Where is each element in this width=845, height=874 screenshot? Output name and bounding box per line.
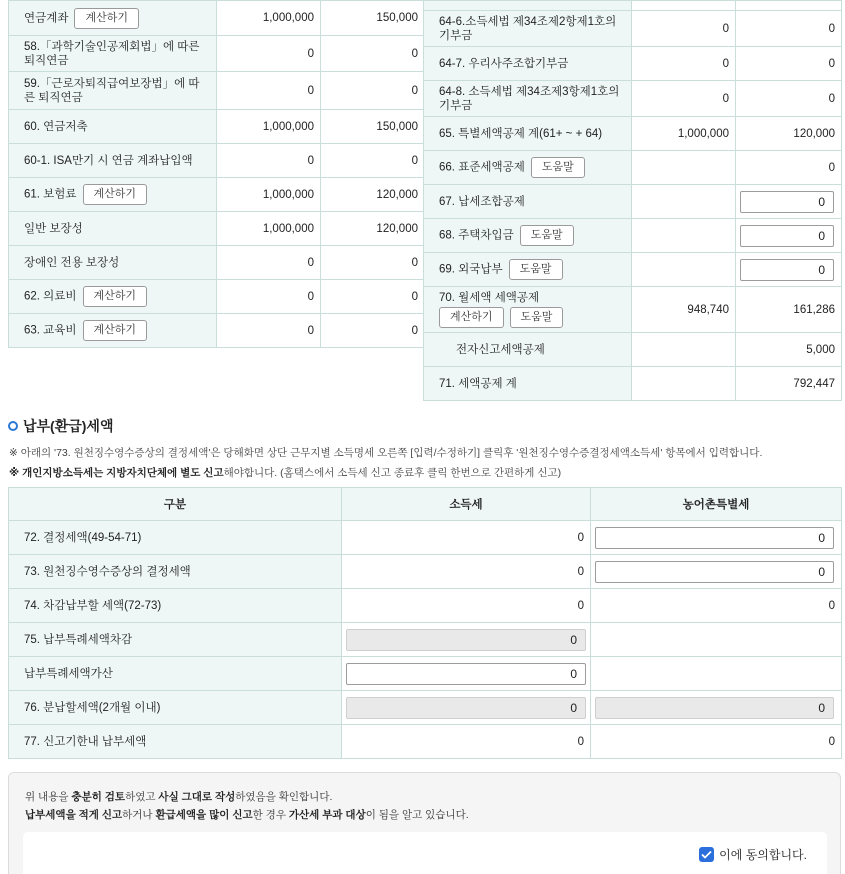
table-row [9,110,425,144]
column-header: 농어촌특별세 [591,488,842,521]
row-label [424,253,632,287]
table-row [424,333,842,367]
table-row [9,36,425,72]
row-label: 75. 납부특례세액차감 [9,623,342,657]
row-label [424,151,632,185]
row-label-text: 62. 의료비 [24,290,77,303]
income-amount [632,367,736,401]
row-label: 76. 분납할세액(2개월 이내) [9,691,342,725]
table-row [9,725,842,759]
credit-amount: 5,000 [736,333,842,367]
table-row-partial [424,1,842,11]
special-deduction-field: 0 [346,629,586,651]
column-header: 소득세 [342,488,591,521]
row-label-text: 63. 교육비 [24,324,77,337]
notice-rest-text: 해야합니다. (홈택스에서 소득세 신고 종료후 클릭 한번으로 간편하게 신고) [223,467,562,479]
rent-help-button[interactable]: 도움말 [510,307,564,328]
column-header: 구분 [9,488,342,521]
row-label: 67. 납세조합공제 [424,185,632,219]
row-label: 60. 연금저축 [9,110,217,144]
installment-income-tax-field: 0 [346,697,586,719]
row-label [9,280,217,314]
row-label-text: 61. 보험료 [24,188,77,201]
table-row [424,117,842,151]
circle-bullet-icon [8,421,18,431]
row-label-text: 66. 표준세액공제 [439,161,525,174]
table-row [9,314,425,348]
row-label [9,1,217,36]
table-row [9,72,425,110]
income-tax-amount: 0 [342,589,591,623]
credit-amount: 0 [736,81,842,117]
table-row [424,367,842,401]
income-amount: 0 [217,36,321,72]
section-title [8,416,113,436]
table-row [9,144,425,178]
checkbox-checked-icon[interactable] [699,847,714,862]
credit-amount: 0 [736,47,842,81]
credit-amount: 120,000 [321,178,425,212]
income-amount: 0 [217,314,321,348]
standard-credit-help-button[interactable]: 도움말 [531,157,585,178]
table-row [424,287,842,333]
table-row [9,623,842,657]
credit-amount: 792,447 [736,367,842,401]
table-row [424,253,842,287]
medical-calc-button[interactable]: 계산하기 [83,286,148,307]
credit-amount: 0 [321,280,425,314]
row-label: 64-6.소득세법 제34조제2항제1호의 기부금 [424,11,632,47]
row-label: 58.「과학기술인공제회법」에 따른 퇴직연금 [9,36,217,72]
credit-amount: 0 [321,36,425,72]
credit-amount: 0 [736,151,842,185]
notice-text [9,465,561,480]
income-amount: 1,000,000 [632,117,736,151]
credit-amount: 161,286 [736,287,842,333]
income-amount: 0 [217,246,321,280]
foreign-tax-help-button[interactable]: 도움말 [509,259,563,280]
section-title-text: 납부(환급)세액 [23,418,114,434]
income-amount [632,333,736,367]
row-label: 60-1. ISA만기 시 연금 계좌납입액 [9,144,217,178]
right-credit-table [423,0,842,401]
housing-loan-help-button[interactable]: 도움말 [520,225,574,246]
special-tax-input[interactable]: 0 [595,561,834,583]
table-row [9,178,425,212]
education-calc-button[interactable]: 계산하기 [83,320,148,341]
row-label [424,287,632,333]
insurance-calc-button[interactable]: 계산하기 [83,184,148,205]
agree-checkbox-label[interactable] [699,846,807,863]
row-label: 71. 세액공제 계 [424,367,632,401]
foreign-tax-credit-input[interactable]: 0 [740,259,834,281]
special-tax-amount: 0 [591,725,842,759]
table-row [424,185,842,219]
installment-special-tax-field: 0 [595,697,834,719]
credit-amount: 150,000 [321,110,425,144]
income-amount: 0 [217,144,321,178]
special-addition-input[interactable]: 0 [346,663,586,685]
row-label [9,178,217,212]
row-label: 64-7. 우리사주조합기부금 [424,47,632,81]
income-amount: 1,000,000 [217,212,321,246]
credit-amount: 0 [321,72,425,110]
income-amount: 0 [217,280,321,314]
credit-amount: 120,000 [736,117,842,151]
income-amount [632,151,736,185]
housing-loan-credit-input[interactable]: 0 [740,225,834,247]
confirmation-panel [8,772,841,874]
income-tax-amount: 0 [342,521,591,555]
row-label-text: 70. 월세액 세액공제 [439,292,540,304]
special-tax-amount: 0 [591,589,842,623]
table-row [424,47,842,81]
income-amount [632,185,736,219]
credit-amount: 120,000 [321,212,425,246]
left-credit-table [8,0,425,348]
table-row [424,151,842,185]
credit-amount: 0 [321,314,425,348]
income-amount: 1,000,000 [217,110,321,144]
table-row [424,81,842,117]
table-row [9,691,842,725]
row-label: 장애인 전용 보장성 [9,246,217,280]
notice-text: ※ 아래의 '73. 원천징수영수증상의 결정세액'은 당해화면 상단 근무지별 소득명세 오른쪽 [입력/수정하기] 클릭후 '원천징수영수증결정세액소득세' 항목에서 입력합니다. [9,447,763,459]
row-label: 납부특례세액가산 [9,657,342,691]
income-amount: 1,000,000 [217,178,321,212]
income-tax-amount: 0 [342,555,591,589]
income-amount [632,253,736,287]
income-amount: 0 [217,72,321,110]
income-amount [632,219,736,253]
table-row [9,280,425,314]
payment-tax-table [8,487,842,759]
table-row [424,11,842,47]
income-amount: 0 [632,81,736,117]
table-row [424,219,842,253]
pension-calc-button[interactable]: 계산하기 [74,8,139,29]
income-amount: 0 [632,11,736,47]
row-label: 65. 특별세액공제 계(61+ ~ + 64) [424,117,632,151]
row-label-text: 68. 주택차입금 [439,229,514,242]
row-label: 74. 차감납부할 세액(72-73) [9,589,342,623]
notice-bold-text: ※ 개인지방소득세는 지방자치단체에 별도 신고 [9,467,224,479]
income-amount: 948,740 [632,287,736,333]
income-amount: 0 [632,47,736,81]
row-label: 77. 신고기한내 납부세액 [9,725,342,759]
row-label: 72. 결정세액(49-54-71) [9,521,342,555]
row-label [9,314,217,348]
row-label-text: 연금계좌 [24,12,69,25]
table-row [9,212,425,246]
special-tax-input[interactable]: 0 [595,527,834,549]
table-row [9,521,842,555]
credit-amount: 0 [321,246,425,280]
credit-amount: 0 [321,144,425,178]
tax-union-credit-input[interactable]: 0 [740,191,834,213]
credit-amount: 150,000 [321,1,425,36]
row-label-text: 69. 외국납부 [439,263,503,276]
table-row [9,1,425,36]
table-row [9,657,842,691]
confirmation-text: 위 내용을 충분히 검토하였고 사실 그대로 작성하였음을 확인합니다. 납부세액을 적게 신고하거나 환급세액을 많이 신고한 경우 가산세 부과 대상이 됨을 알고 있습니다. [25,791,469,821]
row-label: 일반 보장성 [9,212,217,246]
income-tax-amount: 0 [342,725,591,759]
row-label [424,219,632,253]
credit-amount: 0 [736,11,842,47]
table-row [9,246,425,280]
table-row [9,555,842,589]
agreement-area [23,832,827,874]
row-label: 73. 원천징수영수증상의 결정세액 [9,555,342,589]
row-label: 전자신고세액공제 [424,333,632,367]
table-row [9,589,842,623]
row-label: 59.「근로자퇴직급여보장법」에 따른 퇴직연금 [9,72,217,110]
income-amount: 1,000,000 [217,1,321,36]
row-label: 64-8. 소득세법 제34조제3항제1호의 기부금 [424,81,632,117]
agree-label-text: 이에 동의합니다. [719,848,807,862]
table-header-row [9,488,842,521]
rent-calc-button[interactable]: 계산하기 [439,307,504,328]
